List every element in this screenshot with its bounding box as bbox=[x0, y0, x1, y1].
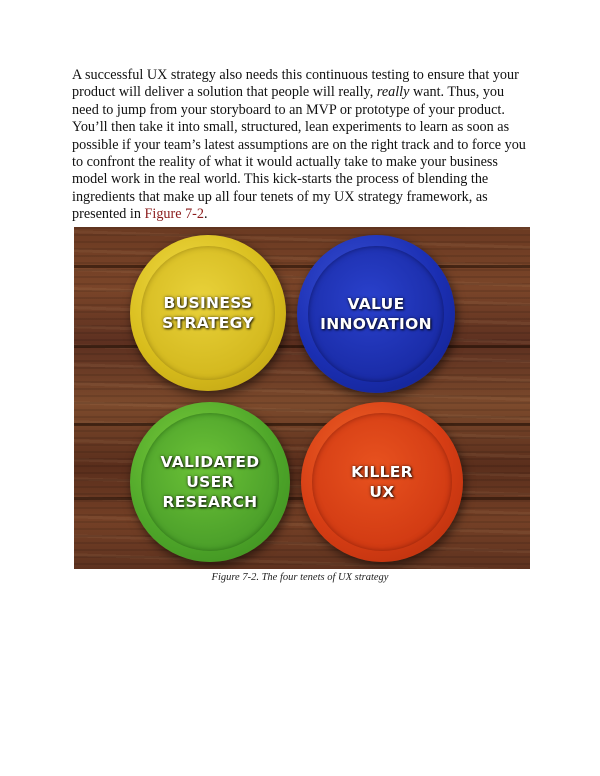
figure-reference-link[interactable]: Figure 7-2 bbox=[144, 206, 205, 223]
business-strategy-plate bbox=[130, 235, 286, 391]
paragraph-line: to confront the reality of what it would actually take to make your business bbox=[72, 154, 498, 171]
paragraph-line: possible if your team’s latest assumptions are on the right track and to force you bbox=[72, 136, 526, 153]
paragraph-text: want. Thus, you bbox=[409, 84, 505, 101]
killer-ux-plate bbox=[301, 402, 463, 562]
validated-user-research-plate bbox=[130, 402, 290, 562]
plate-label: BUSINESS STRATEGY bbox=[162, 294, 254, 332]
paragraph-line: A successful UX strategy also needs this continuous testing to ensure that your bbox=[72, 67, 519, 83]
body-paragraph bbox=[72, 67, 532, 224]
value-innovation-plate bbox=[297, 235, 455, 393]
plate-label: VALUE INNOVATION bbox=[320, 295, 432, 333]
plate-label: VALIDATED USER RESEARCH bbox=[160, 453, 260, 511]
emphasis-text: really bbox=[376, 84, 410, 101]
figure-image bbox=[74, 227, 530, 569]
paragraph-line: ingredients that make up all four tenets of my UX strategy framework, as bbox=[72, 188, 488, 205]
paragraph-line bbox=[72, 206, 532, 223]
paragraph-line: model work in the real world. This kick-starts the process of blending the bbox=[72, 171, 489, 188]
paragraph-text: . bbox=[204, 206, 208, 223]
paragraph-line: need to jump from your storyboard to an MVP or prototype of your product. bbox=[72, 101, 505, 118]
plate-label: KILLER UX bbox=[351, 463, 413, 501]
paragraph-text: presented in bbox=[72, 206, 145, 223]
figure-caption: Figure 7-2. The four tenets of UX strategy bbox=[211, 572, 389, 583]
paragraph-line bbox=[72, 84, 532, 101]
paragraph-text: product will deliver a solution that people will really, bbox=[72, 84, 377, 101]
paragraph-line: You’ll then take it into small, structured, lean experiments to learn as soon as bbox=[72, 119, 510, 136]
